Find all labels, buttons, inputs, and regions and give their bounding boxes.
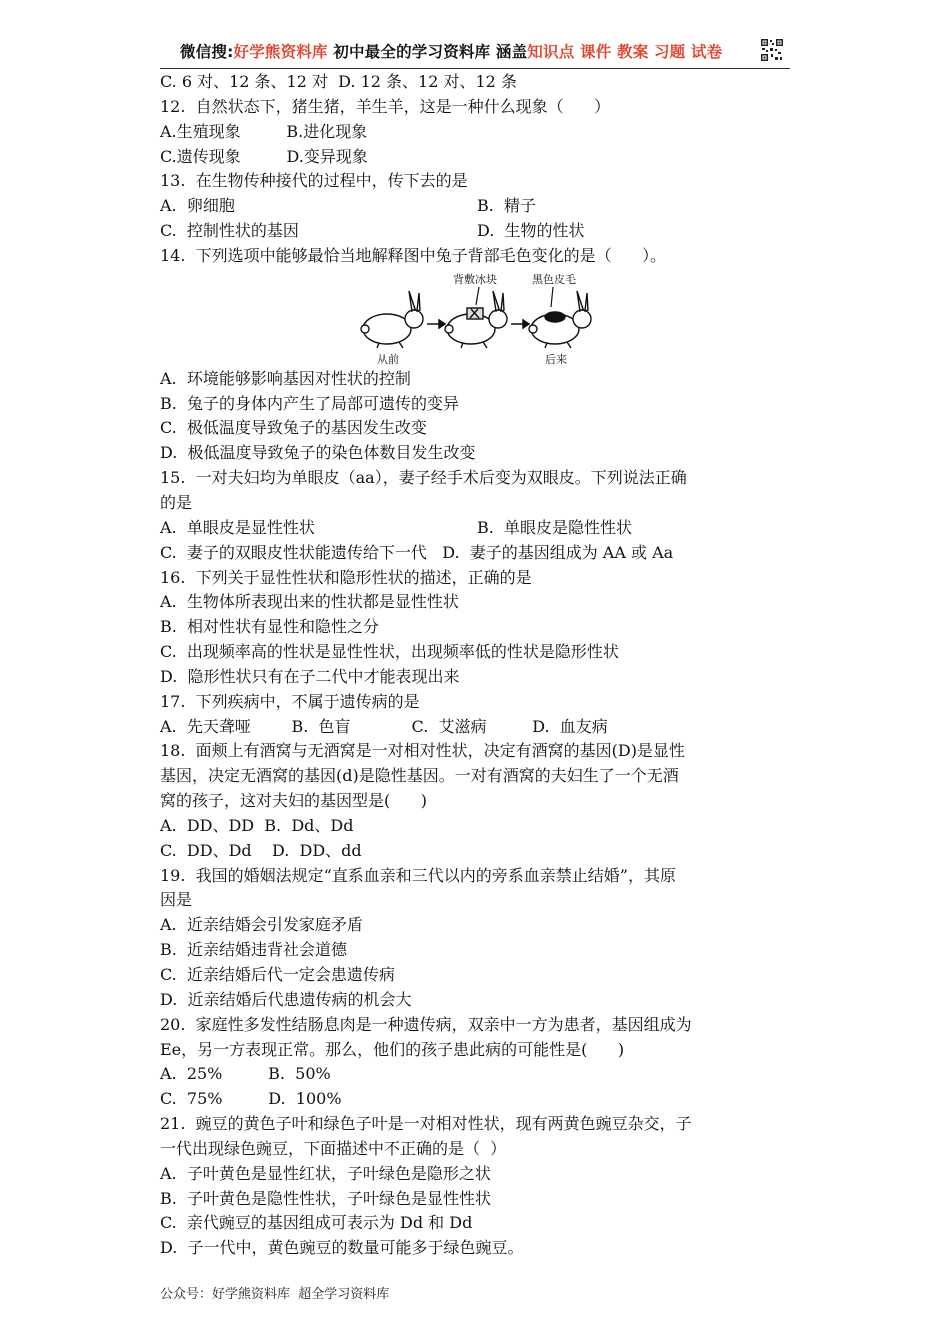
question-12-stem: 12. 自然状态下，猪生猪，羊生羊，这是一种什么现象（ ） <box>160 96 611 116</box>
question-16-stem: 16. 下列关于显性性状和隐形性状的描述，正确的是 <box>160 567 532 587</box>
question-21-option-c: C. 亲代豌豆的基因组成可表示为 Dd 和 Dd <box>160 1213 473 1233</box>
header-brand: 好学熊资料库 <box>233 43 328 61</box>
option-d: D. 生物的性状 <box>477 221 585 241</box>
option-c: C. 控制性状的基因 <box>160 221 299 241</box>
question-14-stem: 14. 下列选项中能够最恰当地解释图中兔子背部毛色变化的是（ ）。 <box>160 245 667 265</box>
question-21-stem: 21. 豌豆的黄色子叶和绿色子叶是一对相对性状，现有两黄色豌豆杂交，子 <box>160 1114 692 1134</box>
question-16-option-c: C. 出现频率高的性状是显性性状，出现频率低的性状是隐形性状 <box>160 642 619 662</box>
question-13-options-cd <box>160 219 800 244</box>
page-header <box>160 36 790 69</box>
question-11-options-cd: C. 6 对、12 条、12 对 D. 12 条、12 对、12 条 <box>160 72 517 91</box>
ice-pointer <box>476 287 479 305</box>
question-19-stem-cont: 因是 <box>160 890 193 910</box>
option-b: B. 单眼皮是隐性性状 <box>477 517 633 537</box>
arrow-2 <box>511 320 529 328</box>
question-18-stem: 18. 面颊上有酒窝与无酒窝是一对相对性状，决定有酒窝的基因(D)是显性 <box>160 741 685 761</box>
question-15-stem: 15. 一对夫妇均为单眼皮（aa），妻子经手术后变为双眼皮。下列说法正确 <box>160 468 687 488</box>
question-18-options-cd: C. DD、Dd D. DD、dd <box>160 840 362 860</box>
option-a: A. 单眼皮是显性性状 <box>160 517 315 537</box>
label-fur: 黑色皮毛 <box>532 272 576 286</box>
rabbit-diagram <box>357 269 607 367</box>
question-19-option-b: B. 近亲结婚违背社会道德 <box>160 940 348 960</box>
rabbit-figure <box>160 269 800 367</box>
question-12-options-cd: C.遗传现象 D.变异现象 <box>160 146 368 166</box>
question-17-options: A. 先天聋哑 B. 色盲 C. 艾滋病 D. 血友病 <box>160 716 608 736</box>
question-17-stem: 17. 下列疾病中，不属于遗传病的是 <box>160 691 420 711</box>
page-footer: 公众号：好学熊资料库 超全学习资料库 <box>160 1287 390 1302</box>
question-21-option-d: D. 子一代中，黄色豌豆的数量可能多于绿色豌豆。 <box>160 1238 524 1258</box>
question-19-option-c: C. 近亲结婚后代一定会患遗传病 <box>160 965 395 984</box>
question-20-options-cd: C. 75% D. 100% <box>160 1089 342 1109</box>
question-15-stem-cont: 的是 <box>160 492 193 512</box>
question-18-stem-cont: 基因，决定无酒窝的基因(d)是隐性基因。一对有酒窝的夫妇生了一个无酒 <box>160 766 679 786</box>
question-13-options-ab <box>160 194 800 219</box>
fur-pointer <box>551 287 553 307</box>
question-16-option-b: B. 相对性状有显性和隐性之分 <box>160 617 380 637</box>
question-12-options-ab: A.生殖现象 B.进化现象 <box>160 121 368 141</box>
question-21-stem-cont: 一代出现绿色豌豆，下面描述中不正确的是（ ） <box>160 1138 507 1158</box>
question-20-stem: 20. 家庭性多发性结肠息肉是一种遗传病，双亲中一方为患者，基因组成为 <box>160 1014 692 1034</box>
question-21-option-b: B. 子叶黄色是隐性性状，子叶绿色是显性性状 <box>160 1188 492 1208</box>
header-categories: 知识点 课件 教案 习题 试卷 <box>527 43 723 61</box>
label-ice: 背敷冰块 <box>453 272 497 286</box>
arrow-1 <box>427 320 445 328</box>
question-content <box>160 70 800 1261</box>
question-20-stem-cont: Ee，另一方表现正常。那么，他们的孩子患此病的可能性是( ) <box>160 1039 625 1059</box>
question-14-option-c: C. 极低温度导致兔子的基因发生改变 <box>160 418 427 438</box>
option-a: A. 卵细胞 <box>160 196 235 216</box>
question-19-option-a: A. 近亲结婚会引发家庭矛盾 <box>160 915 363 935</box>
header-text <box>180 40 722 62</box>
question-18-options-ab: A. DD、DD B. Dd、Dd <box>160 815 354 835</box>
header-tagline: 初中最全的学习资料库 涵盖 <box>327 43 528 61</box>
question-14-option-a: A. 环境能够影响基因对性状的控制 <box>160 368 411 388</box>
rabbit-after-icon <box>529 291 591 348</box>
question-15-options-cd: C. 妻子的双眼皮性状能遗传给下一代 D. 妻子的基因组成为 AA 或 Aa <box>160 542 674 562</box>
option-b: B. 精子 <box>477 196 537 216</box>
question-15-options-ab <box>160 516 800 541</box>
question-20-options-ab: A. 25% B. 50% <box>160 1064 331 1084</box>
question-14-option-b: B. 兔子的身体内产生了局部可遗传的变异 <box>160 393 460 413</box>
header-wechat-label: 微信搜: <box>180 43 234 61</box>
label-after: 后来 <box>545 352 567 366</box>
question-13-stem: 13. 在生物传种接代的过程中，传下去的是 <box>160 171 468 191</box>
question-14-option-d: D. 极低温度导致兔子的染色体数目发生改变 <box>160 443 476 463</box>
rabbit-before-icon <box>361 291 423 348</box>
qr-code-icon <box>760 38 784 62</box>
question-19-stem: 19. 我国的婚姻法规定“直系血亲和三代以内的旁系血亲禁止结婚”，其原 <box>160 865 676 885</box>
question-16-option-d: D. 隐形性状只有在子二代中才能表现出来 <box>160 666 460 686</box>
rabbit-ice-icon <box>445 291 507 348</box>
label-before: 从前 <box>377 352 399 366</box>
question-16-option-a: A. 生物体所表现出来的性状都是显性性状 <box>160 592 459 612</box>
question-18-stem-cont2: 窝的孩子，这对夫妇的基因型是( ) <box>160 791 428 811</box>
question-19-option-d: D. 近亲结婚后代患遗传病的机会大 <box>160 989 412 1009</box>
question-21-option-a: A. 子叶黄色是显性红状，子叶绿色是隐形之状 <box>160 1163 491 1183</box>
